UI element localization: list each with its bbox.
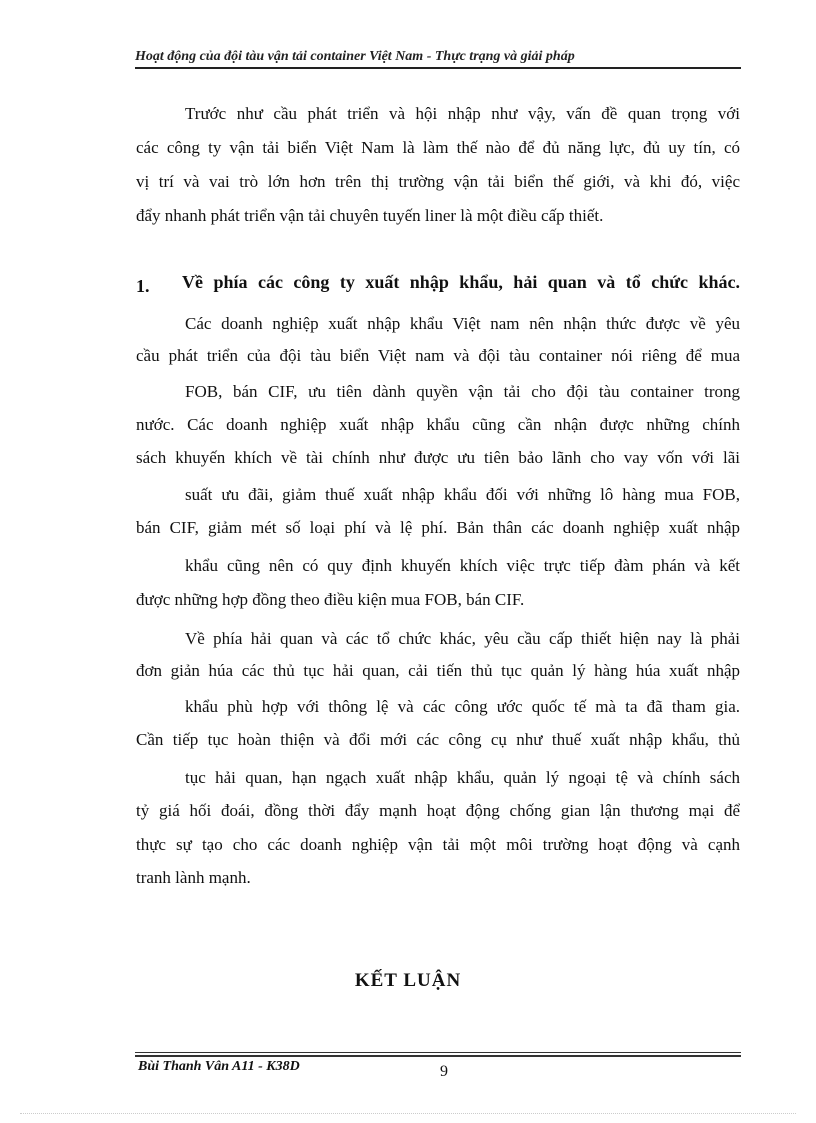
- paragraph2-line: khẩu cũng nên có quy định khuyến khích việc trực tiếp đàm phán và kết: [185, 556, 740, 575]
- paragraph2-line: sách khuyến khích về tài chính như được ưu tiên bảo lãnh cho vay vốn với lãi: [136, 448, 740, 467]
- paragraph1-line: vị trí và vai trò lớn hơn trên thị trường vận tải biển thế giới, và khi đó, việc: [136, 172, 740, 191]
- paragraph3-line: Về phía hải quan và các tổ chức khác, yêu cầu cấp thiết hiện nay là phải: [185, 629, 740, 648]
- paragraph3-line: đơn giản húa các thủ tục hải quan, cải tiến thủ tục quản lý hàng húa xuất nhập: [136, 661, 740, 680]
- conclusion-title: KẾT LUẬN: [354, 970, 462, 991]
- paragraph3-line: tục hải quan, hạn ngạch xuất nhập khẩu, quản lý ngoại tệ và chính sách: [185, 768, 740, 787]
- paragraph1-line: các công ty vận tải biển Việt Nam là làm thế nào để đủ năng lực, đủ uy tín, có: [136, 138, 740, 157]
- paragraph2-line: bán CIF, giảm mét số loại phí và lệ phí. Bản thân các doanh nghiệp xuất nhập: [136, 518, 740, 537]
- paragraph3-line: tranh lành mạnh.: [136, 868, 251, 887]
- footer-rule-thin: [135, 1052, 741, 1053]
- paragraph2-line: FOB, bán CIF, ưu tiên dành quyền vận tải cho đội tàu container trong: [185, 382, 740, 401]
- page-bottom-border: [20, 1113, 796, 1114]
- running-header: Hoạt động của đội tàu vận tải container Việt Nam - Thực trạng và giải pháp: [135, 49, 575, 64]
- page-number: 9: [440, 1063, 448, 1080]
- paragraph2-line: được những hợp đồng theo điều kiện mua FOB, bán CIF.: [136, 590, 525, 609]
- paragraph3-line: thực sự tạo cho các doanh nghiệp vận tải một môi trường hoạt động và cạnh: [136, 835, 740, 854]
- section-number: 1.: [136, 276, 150, 296]
- footer-rule-thick: [135, 1055, 741, 1057]
- section-title: Về phía các công ty xuất nhập khẩu, hải quan và tổ chức khác.: [182, 272, 740, 292]
- paragraph2-line: cầu phát triển của đội tàu biển Việt nam và đội tàu container nói riêng để mua: [136, 346, 740, 365]
- paragraph1-line: đẩy nhanh phát triển vận tải chuyên tuyến liner là một điều cấp thiết.: [136, 206, 604, 225]
- paragraph3-line: khẩu phù hợp với thông lệ và các công ước quốc tế mà ta đã tham gia.: [185, 697, 740, 716]
- paragraph1-line: Trước như cầu phát triển và hội nhập như vậy, vấn đề quan trọng với: [185, 104, 740, 123]
- paragraph3-line: Cần tiếp tục hoàn thiện và đổi mới các công cụ như thuế xuất nhập khẩu, thủ: [136, 730, 740, 749]
- paragraph3-line: tỷ giá hối đoái, đồng thời đẩy mạnh hoạt động chống gian lận thương mại để: [136, 801, 740, 820]
- footer-author: Bùi Thanh Vân A11 - K38D: [138, 1059, 300, 1074]
- paragraph2-line: suất ưu đãi, giảm thuế xuất nhập khẩu đối với những lô hàng mua FOB,: [185, 485, 740, 504]
- paragraph2-line: nước. Các doanh nghiệp xuất nhập khẩu cũng cần nhận được những chính: [136, 415, 740, 434]
- paragraph2-line: Các doanh nghiệp xuất nhập khẩu Việt nam nên nhận thức được về yêu: [185, 314, 740, 333]
- header-rule: [135, 67, 741, 69]
